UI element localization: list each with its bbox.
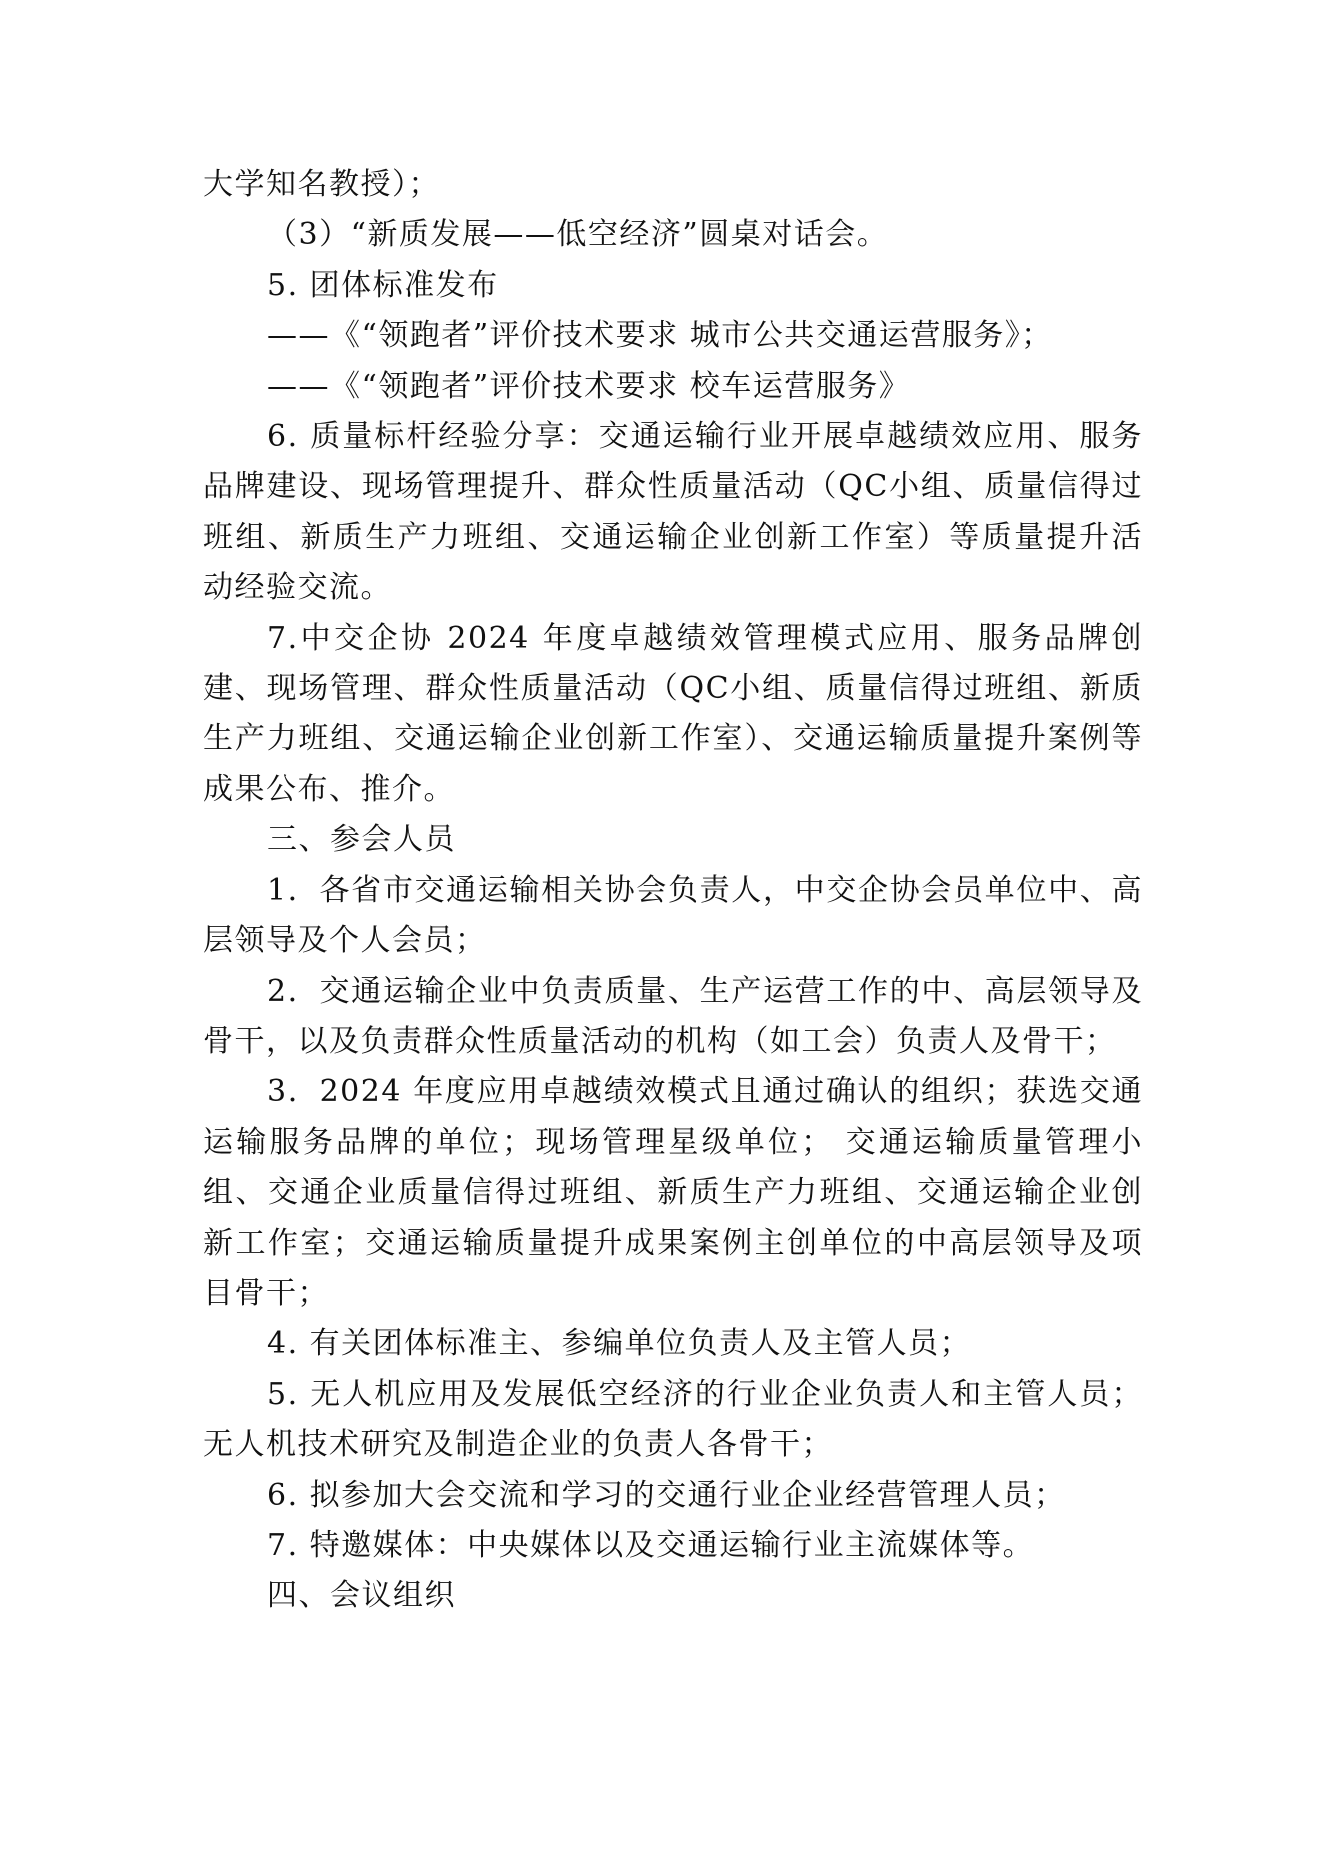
participant-item-3: 3．2024 年度应用卓越绩效模式且通过确认的组织；获选交通运输服务品牌的单位；现场管理星级单位； 交通运输质量管理小组、交通企业质量信得过班组、新质生产力班组、交通运输企业创新工作室；交通运输质量提升成果案例主创单位的中高层领导及项目骨干； xyxy=(203,1074,1143,1311)
heading-meeting-organization: 四、会议组织 xyxy=(267,1578,456,1614)
participant-item-5: 5. 无人机应用及发展低空经济的行业企业负责人和主管人员；无人机技术研究及制造企业的负责人各骨干； xyxy=(203,1376,1143,1463)
participant-item-1: 1．各省市交通运输相关协会负责人，中交企协会员单位中、高层领导及个人会员； xyxy=(203,872,1143,959)
participant-item-6: 6. 拟参加大会交流和学习的交通行业企业经营管理人员； xyxy=(267,1477,1066,1513)
standard-item-bus-service: ——《“领跑者”评价技术要求 城市公共交通运营服务》； xyxy=(267,318,1053,354)
paragraph-quality-benchmark: 6. 质量标杆经验分享：交通运输行业开展卓越绩效应用、服务品牌建设、现场管理提升、群众性质量活动（QC小组、质量信得过班组、新质生产力班组、交通运输企业创新工作室）等质量提升活动经验交流。 xyxy=(203,419,1143,606)
document-body xyxy=(203,160,1143,1622)
heading-standards-release: 5. 团体标准发布 xyxy=(267,267,499,303)
paragraph-continuation: 大学知名教授）； xyxy=(203,167,440,202)
standard-item-school-bus: ——《“领跑者”评价技术要求 校车运营服务》 xyxy=(267,368,911,404)
participant-item-4: 4. 有关团体标准主、参编单位负责人及主管人员； xyxy=(267,1326,972,1362)
paragraph-results-publication: 7.中交企协 2024 年度卓越绩效管理模式应用、服务品牌创建、现场管理、群众性质量活动（QC小组、质量信得过班组、新质生产力班组、交通运输企业创新工作室）、交通运输质量提升案例等成果公布、推介。 xyxy=(203,620,1143,807)
participant-item-7: 7. 特邀媒体：中央媒体以及交通运输行业主流媒体等。 xyxy=(267,1527,1035,1563)
participant-item-2: 2．交通运输企业中负责质量、生产运营工作的中、高层领导及骨干，以及负责群众性质量活动的机构（如工会）负责人及骨干； xyxy=(203,973,1143,1059)
heading-participants: 三、参会人员 xyxy=(267,822,456,858)
paragraph-roundtable: （3）“新质发展——低空经济”圆桌对话会。 xyxy=(267,217,889,253)
